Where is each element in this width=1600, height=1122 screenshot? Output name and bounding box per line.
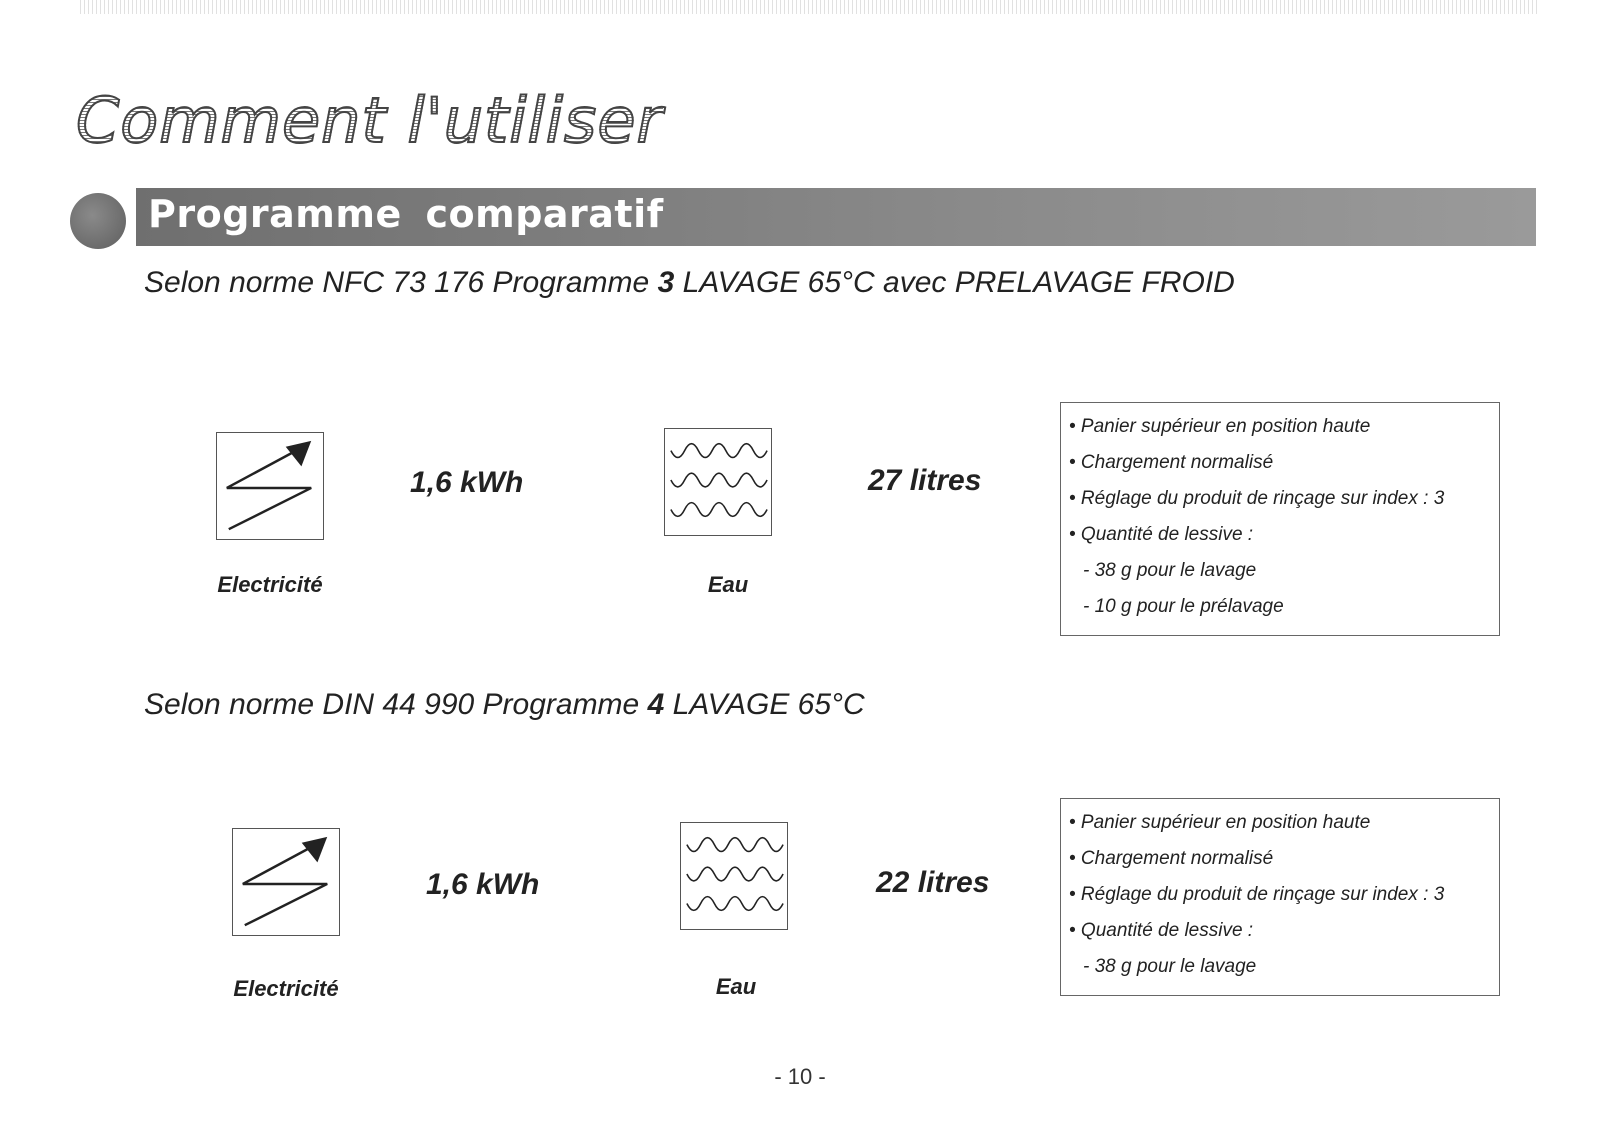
note-item: • Quantité de lessive : (1069, 524, 1254, 545)
scan-top-edge (80, 0, 1540, 14)
water-label: Eau (715, 974, 757, 999)
electricity-value: 1,6 kWh (410, 466, 524, 499)
water-label: Eau (707, 572, 749, 597)
norm-heading-1 (144, 266, 1235, 300)
note-item: • Panier supérieur en position haute (1069, 416, 1371, 437)
norm-heading-prefix: Selon norme NFC 73 176 Programme (144, 266, 658, 299)
electricity-label: Electricité (233, 976, 339, 1001)
note-item: • Réglage du produit de rinçage sur index : 3 (1069, 884, 1445, 905)
norm-heading-suffix: LAVAGE 65°C avec PRELAVAGE FROID (674, 266, 1235, 299)
section-header (136, 188, 1536, 246)
electricity-icon (232, 828, 340, 936)
norm-heading-prefix: Selon norme DIN 44 990 Programme (144, 688, 648, 721)
norm-heading-suffix: LAVAGE 65°C (664, 688, 865, 721)
note-item: • Quantité de lessive : (1069, 920, 1254, 941)
program-number: 3 (657, 266, 675, 299)
note-item: • Réglage du produit de rinçage sur index : 3 (1069, 488, 1445, 509)
electricity-label: Electricité (217, 572, 323, 597)
program-number: 4 (647, 688, 665, 721)
page-title: Comment l'utiliser (76, 84, 663, 157)
electricity-icon (216, 432, 324, 540)
norm-heading-2 (144, 688, 865, 722)
note-item: • Chargement normalisé (1069, 848, 1274, 869)
water-value: 27 litres (868, 464, 982, 497)
note-item: • Chargement normalisé (1069, 452, 1274, 473)
note-item: - 38 g pour le lavage (1083, 560, 1257, 581)
notes-box-2 (1060, 798, 1500, 996)
water-value: 22 litres (876, 866, 990, 899)
section-title: Programme comparatif (148, 192, 664, 236)
water-icon (680, 822, 788, 930)
note-item: - 10 g pour le prélavage (1083, 596, 1284, 617)
water-icon (664, 428, 772, 536)
page-number: - 10 - (774, 1064, 826, 1089)
electricity-value: 1,6 kWh (426, 868, 540, 901)
section-bullet (70, 193, 126, 249)
note-item: • Panier supérieur en position haute (1069, 812, 1371, 833)
notes-box-1 (1060, 402, 1500, 636)
note-item: - 38 g pour le lavage (1083, 956, 1257, 977)
